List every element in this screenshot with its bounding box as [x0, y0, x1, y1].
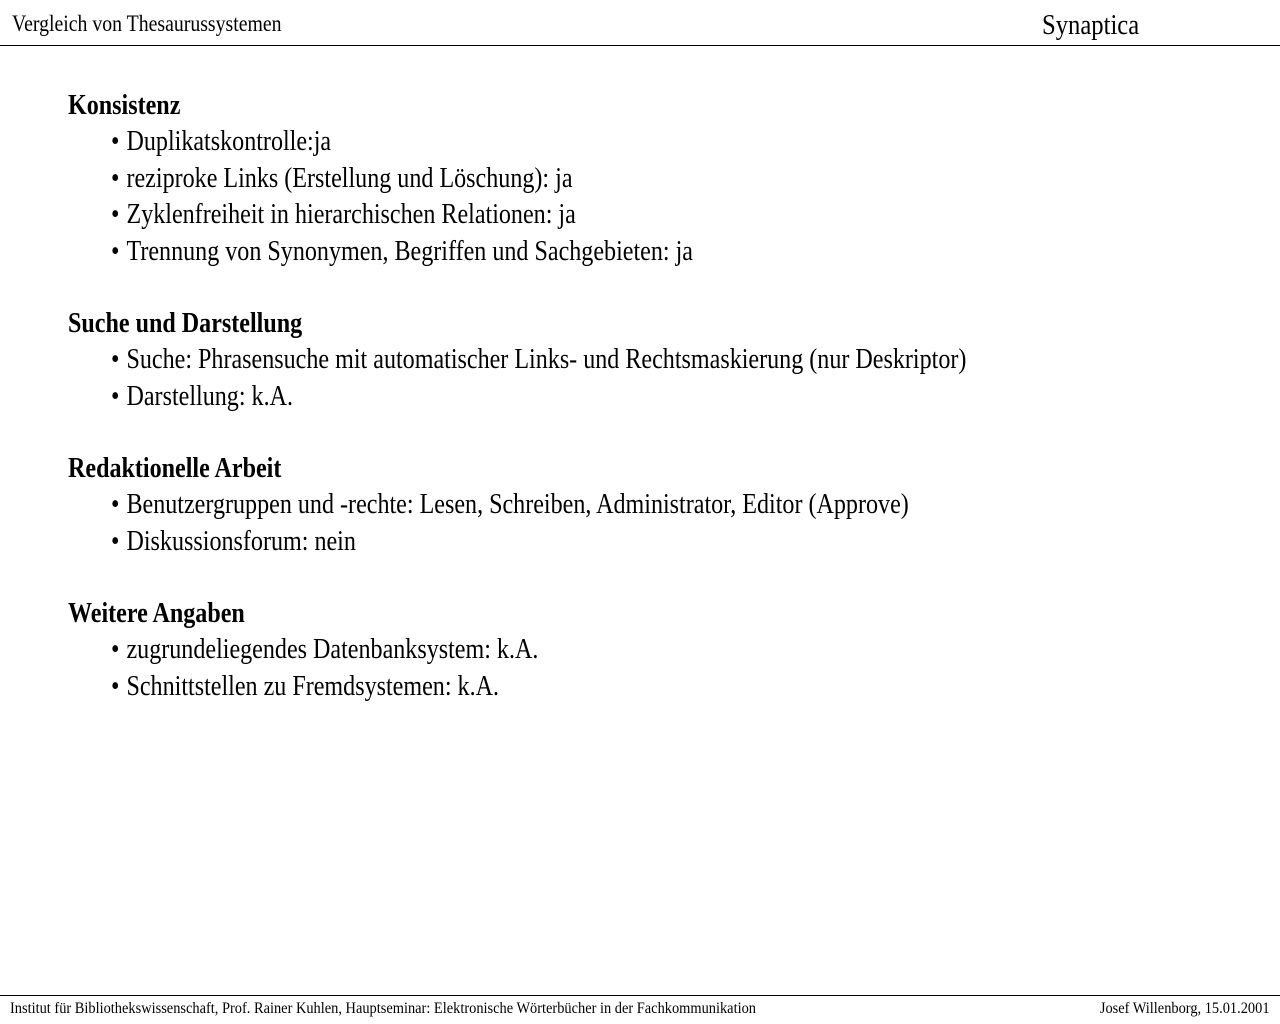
list-item — [68, 161, 1083, 198]
list-item — [68, 487, 1083, 524]
footer-divider — [0, 995, 1280, 996]
header-divider — [0, 45, 1280, 46]
section-heading: Redaktionelle Arbeit — [68, 453, 282, 484]
bullet-icon: • — [111, 235, 120, 267]
section-redaktionelle-arbeit — [68, 451, 1248, 560]
section-heading: Konsistenz — [68, 90, 181, 121]
list-item — [68, 379, 1083, 416]
bullet-icon: • — [111, 344, 120, 375]
list-item-text: Darstellung: k.A. — [126, 380, 294, 412]
list-item — [68, 234, 1083, 271]
footer-institution: Institut für Bibliothekswissenschaft, Prof. Rainer Kuhlen, Hauptseminar: Elektronische Wörterbücher in der Fachkommunikation — [10, 1000, 756, 1017]
list-item-text: Duplikatskontrolle:ja — [126, 126, 332, 157]
bullet-icon: • — [111, 670, 120, 702]
list-item — [68, 124, 1083, 161]
slide-content — [68, 88, 1248, 741]
bullet-icon: • — [111, 525, 120, 557]
list-item — [68, 632, 1083, 669]
list-item — [68, 342, 1083, 379]
footer-author-date: Josef Willenborg, 15.01.2001 — [1100, 1000, 1270, 1017]
bullet-icon: • — [111, 126, 120, 157]
bullet-icon: • — [111, 380, 120, 412]
list-item-text: Schnittstellen zu Fremdsystemen: k.A. — [126, 670, 500, 702]
bullet-icon: • — [111, 162, 120, 194]
list-item-text: zugrundeliegendes Datenbanksystem: k.A. — [126, 634, 539, 665]
section-heading: Weitere Angaben — [68, 598, 245, 629]
list-item-text: reziproke Links (Erstellung und Löschung): ja — [126, 162, 573, 194]
section-suche-und-darstellung — [68, 306, 1248, 415]
section-weitere-angaben — [68, 596, 1248, 705]
bullet-icon: • — [111, 489, 120, 520]
list-item-text: Zyklenfreiheit in hierarchischen Relationen: ja — [126, 199, 576, 230]
list-item — [68, 524, 1083, 561]
system-name: Synaptica — [1042, 10, 1140, 41]
list-item-text: Trennung von Synonymen, Begriffen und Sachgebieten: ja — [126, 235, 693, 267]
bullet-icon: • — [111, 199, 120, 230]
list-item — [68, 669, 1083, 706]
list-item-text: Suche: Phrasensuche mit automatischer Links- und Rechtsmaskierung (nur Deskriptor) — [126, 344, 967, 375]
bullet-icon: • — [111, 634, 120, 665]
document-title: Vergleich von Thesaurussystemen — [12, 11, 282, 36]
list-item — [68, 197, 1083, 234]
section-konsistenz — [68, 88, 1248, 270]
section-heading: Suche und Darstellung — [68, 308, 303, 339]
list-item-text: Diskussionsforum: nein — [126, 525, 356, 557]
list-item-text: Benutzergruppen und -rechte: Lesen, Schreiben, Administrator, Editor (Approve) — [126, 489, 909, 520]
